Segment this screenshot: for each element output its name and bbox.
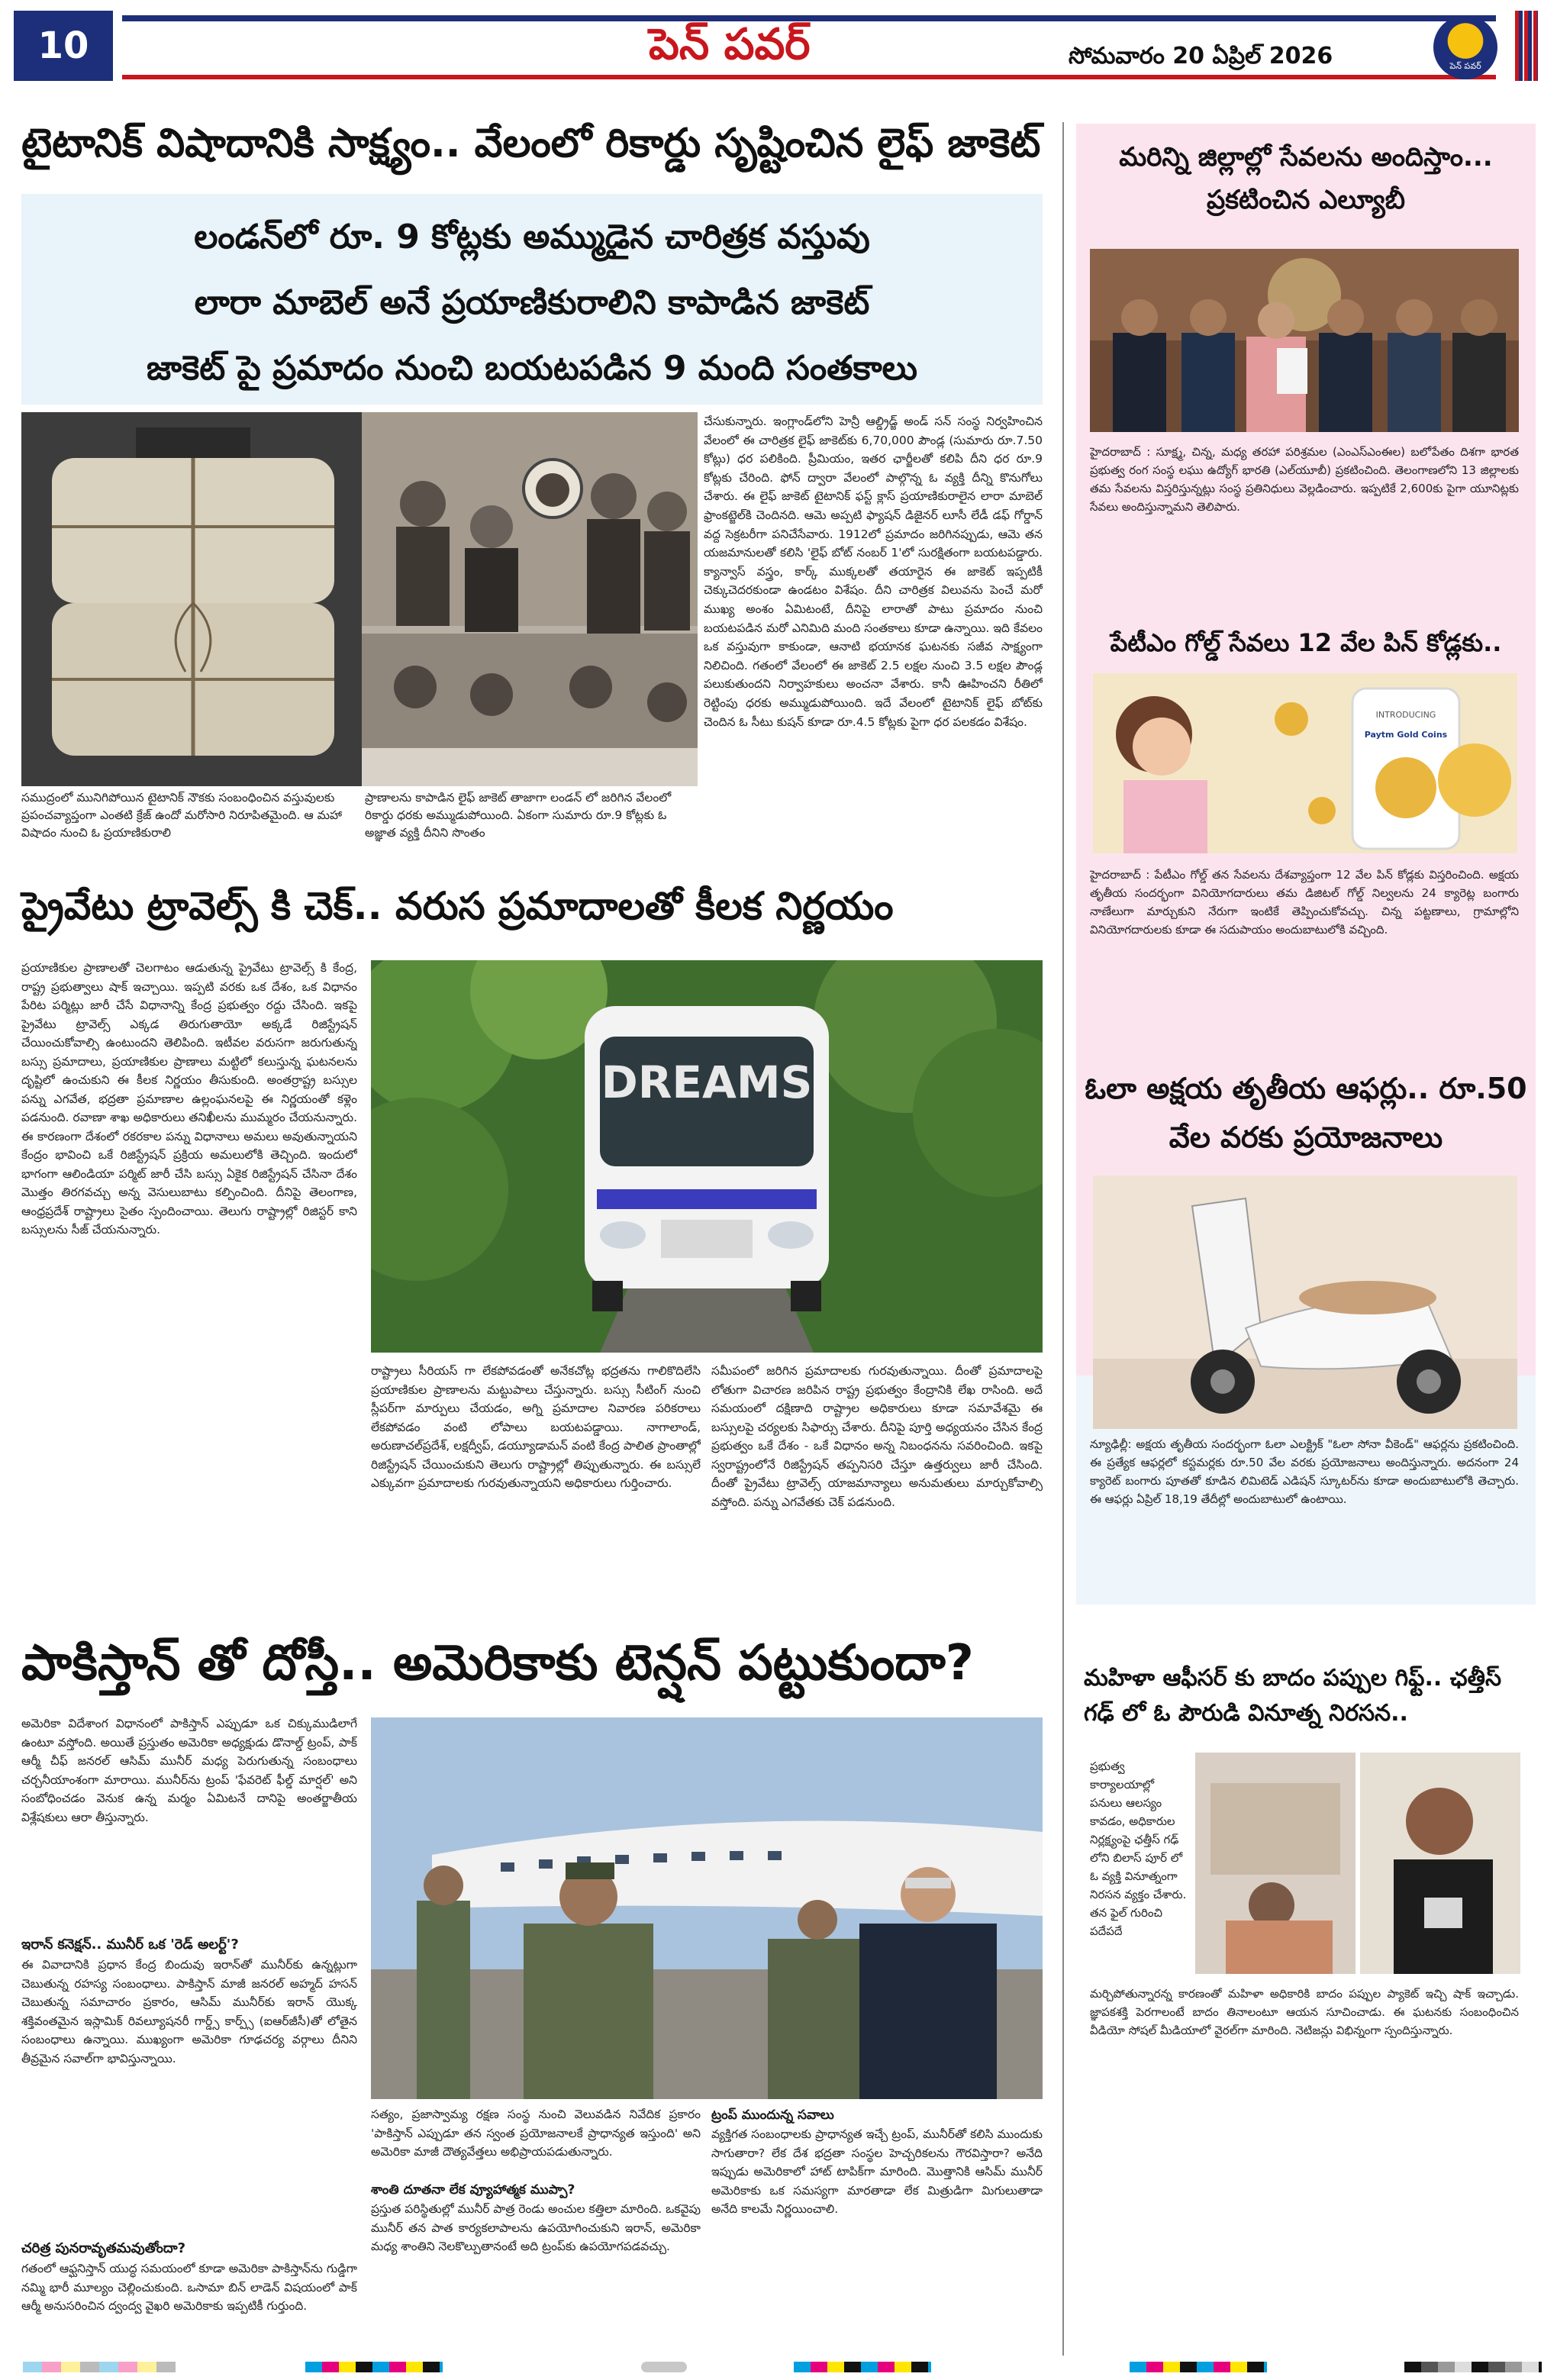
color-bar-3 bbox=[641, 2362, 687, 2372]
article2-body-mid: రాష్ట్రాలు సీరియస్ గా లేకపోవడంతో అనేకచోట్ల భద్రతను గాలికొదిలేసి ప్రయాణికుల ప్రాణాలను మట్టుపాలు చేస్తున్నారు. బస్సు సీటింగ్ నుంచి స్లీపర్‌గా మార్పులు చేయడం, అగ్ని ప్రమాదాల నివారణ పరికరాలు లేకపోవడం వంటి లోపాలు బయటపడ్డాయి. నాగాలాండ్, అరుణాచల్‌ప్రదేశ్, లక్షద్వీప్, డయ్యూడామన్ వంటి కేంద్ర పాలిత ప్రాంతాల్లో రిజిస్ట్రేషన్ చేయించుకుని తెలుగు రాష్ట్రాల్లో తిప్పుతున్నారు. ఈ బస్సులే ఎక్కువగా ప్రమాదాలకు గురవుతున్నాయని అధికారులు గుర్తించారు. bbox=[371, 1364, 701, 1490]
article1-body: చేసుకున్నారు. ఇంగ్లాండ్‌లోని హెన్రీ ఆల్డ్రిడ్జ్ అండ్ సన్ సంస్థ నిర్వహించిన వేలంలో ఈ చారిత్రక లైఫ్ జాకెట్‌కు 6,70,000 పౌండ్ల (సుమారు రూ.7.50 కోట్లు) ధర పలికింది. ప్రీమియం, ఇతర ఛార్జీలతో కలిపి దీని ధర రూ.9 కోట్లకు చేరింది. ఫోన్ ద్వారా వేలంలో పాల్గొన్న ఓ వ్యక్తి దీన్ని కొనుగోలు చేశారు. ఈ లైఫ్ జాకెట్ టైటానిక్ ఫస్ట్ క్లాస్ ప్రయాణికురాలైన లారా మాబెల్ ఫ్రాంకట్జెల్‌కి చెందినది. ఆమె అప్పటి ఫ్యాషన్ డిజైనర్ లూసీ లేడీ డఫ్ గోర్డాన్ వద్ద సెక్రటరీగా పనిచేసేవారు. 1912లో ప్రమాదం జరిగినప్పుడు, ఆమె తన యజమానులతో కలిసి 'లైఫ్ బోట్ నంబర్ 1'లో సురక్షితంగా బయటపడ్డారు. క్యాన్వాస్ వస్త్రం, కార్క్ ముక్కలతో తయారైన ఈ జాకెట్ ఇప్పటికీ చెక్కుచెదరకుండా ఉండటం విశేషం. దీని చారిత్రక విలువను పెంచే మరో ముఖ్య అంశం ఏమిటంటే, దీనిపై లారాతో పాటు ప్రమాదం నుంచి బయటపడిన మరో ఎనిమిది మంది సంతకాలు కూడా ఉన్నాయి. ఇది కేవలం ఒక వస్తువుగా కాకుండా, ఆనాటి భయానక ఘటనకు సజీవ సాక్ష్యంగా నిలిచింది. గతంలో వేలంలో ఈ జాకెట్ 2.5 లక్షల నుంచి 3.5 లక్షల పౌండ్ల పలుకుతుందని నిర్వాహకులు అంచనా వేశారు. కానీ ఊహించని రీతిలో రెట్టింపు ధరకు అమ్ముడుపోయింది. ఇదే వేలంలో టైటానిక్ లైఫ్ బోట్‌కు చెందిన ఓ సీటు కుషన్ కూడా రూ.4.5 కోట్లకు పైగా ధర పలకడం విశేషం. bbox=[704, 414, 1043, 729]
article1-subhead-box bbox=[21, 194, 1043, 405]
article3-subheading-3: శాంతి దూతనా లేక వ్యూహాత్మక ముప్పా? bbox=[371, 2182, 575, 2198]
sidebar-story4-body-top: ప్రభుత్వ కార్యాలయాల్లో పనులు ఆలస్యం కావడం, అధికారుల నిర్లక్ష్యంపై ఛత్తీస్ గఢ్ లోని బిలాస్ పూర్ లో ఓ వ్యక్తి వినూత్నంగా నిరసన వ్యక్తం చేశారు. తన ఫైల్ గురించి పదేపదే bbox=[1090, 1759, 1187, 1938]
ola-scooter-photo bbox=[1093, 1175, 1517, 1429]
article1-subhead-3: జాకెట్ పై ప్రమాదం నుంచి బయటపడిన 9 మంది సంతకాలు bbox=[146, 349, 918, 388]
article3-left-column bbox=[21, 1714, 357, 2356]
article3-subheading-1: ఇరాన్ కనెక్షన్.. మునీర్ ఒక 'రెడ్ అలర్ట్'? bbox=[21, 1937, 239, 1953]
phone-title-text: Paytm Gold Coins bbox=[1364, 730, 1448, 740]
sidebar-story2-body: హైదరాబాద్ : పేటీఎం గోల్డ్ తన సేవలను దేశవ్యాప్తంగా 12 వేల పిన్ కోడ్లకు విస్తరించింది. అక్షయ తృతీయ సందర్భంగా వినియోగదారులు తమ డిజిటల్ గోల్డ్ నిల్వలను 24 క్యారెట్ల బంగారు నాణేలుగా మార్చుకుని నేరుగా ఇంటికే తెప్పించుకోవచ్చు. చిన్న పట్టణాలు, గ్రామాల్లోని వినియోగదారులకు కూడా ఈ సదుపాయం అందుబాటులోకి వచ్చింది. bbox=[1090, 868, 1519, 937]
article3-body-right: వ్యక్తిగత సంబంధాలకు ప్రాధాన్యత ఇచ్చే ట్రంప్, మునీర్‌తో కలిసి ముందుకు సాగుతారా? లేక దేశ భద్రతా సంస్థల హెచ్చరికలను గౌరవిస్తారా? అనేది ఇప్పుడు అమెరికాలో హాట్ టాపిక్‌గా మారింది. మొత్తానికి ఆసిమ్ మునీర్ అమెరికాకు ఒక సమస్యగా మారతాడా లేక మిత్రుడిగా మిగులుతాడా అనేది కాలమే నిర్ణయించాలి. bbox=[711, 2127, 1043, 2216]
article1-subhead-1: లండన్‌లో రూ. 9 కోట్లకు అమ్ముడైన చారిత్రక వస్తువు bbox=[194, 218, 870, 256]
article3-right-column bbox=[711, 2105, 1043, 2357]
sidebar-story4-body: మర్చిపోతున్నారన్న కారణంతో మహిళా అధికారికి బాదం పప్పుల ప్యాకెట్ ఇచ్చి షాక్ ఇచ్చాడు. జ్ఞాపకశక్తి పెరగాలంటే బాదం తినాలంటూ ఆయన సూచించాడు. ఈ ఘటనకు సంబంధించిన వీడియో సోషల్ మీడియాలో వైరల్‌గా మారింది. నెటిజన్లు విభిన్నంగా స్పందిస్తున్నారు. bbox=[1090, 1987, 1519, 2037]
article1-subhead-2: లారా మాబెల్ అనే ప్రయాణికురాలిని కాపాడిన జాకెట్ bbox=[194, 283, 870, 322]
article3-mid-column bbox=[371, 2105, 701, 2357]
column-divider bbox=[1062, 122, 1064, 2356]
bus-photo bbox=[371, 960, 1043, 1353]
color-bar-2 bbox=[305, 2362, 443, 2372]
sidebar-story3-headline: ఓలా అక్షయ తృతీయ ఆఫర్లు.. రూ.50 వేల వరకు ప్రయోజనాలు bbox=[1085, 1072, 1527, 1154]
article3-body-left-3: గతంలో ఆఫ్ఘనిస్తాన్ యుద్ధ సమయంలో కూడా అమెరికా పాకిస్తాన్‌ను గుడ్డిగా నమ్మి భారీ మూల్యం చెల్లించుకుంది. ఒసామా బిన్ లాడెన్ విషయంలో పాక్ ఆర్మీ అనుసరించిన ద్వంద్వ వైఖరి అమెరికాకు ఇప్పటికీ గుర్తుంది. bbox=[21, 2262, 357, 2313]
article3-headline: పాకిస్తాన్ తో దోస్తీ.. అమెరికాకు టెన్షన్ పట్టుకుందా? bbox=[21, 1635, 974, 1691]
sidebar-story1-body: హైదరాబాద్ : సూక్ష్మ, చిన్న, మధ్య తరహా పరిశ్రమల (ఎంఎస్ఎంఈల) బలోపేతం దిశగా భారత ప్రభుత్వ రంగ సంస్థ లఘు ఉద్యోగ్ భారతి (ఎల్‌యూబీ) ప్రకటించింది. తెలంగాణలోని 13 జిల్లాలకు తమ సేవలను విస్తరిస్తున్నట్లు సంస్థ ప్రతినిధులు వెల్లడించారు. ఇప్పటికే 2,600కు పైగా యూనిట్లకు సేవలు అందిస్తున్నామని తెలిపారు. bbox=[1090, 445, 1519, 514]
color-bar-5 bbox=[1130, 2362, 1267, 2372]
paytm-gold-photo bbox=[1093, 673, 1517, 853]
life-jacket-photo bbox=[21, 412, 362, 786]
article3-subheading-4: ట్రంప్ ముందున్న సవాలు bbox=[711, 2107, 834, 2123]
header-date: సోమవారం 20 ఏప్రిల్ 2026 bbox=[1069, 43, 1333, 69]
sidebar-story4-headline: మహిళా ఆఫీసర్ కు బాదం పప్పుల గిఫ్ట్.. ఛత్తీస్ గఢ్ లో ఓ పౌరుడి వినూత్న నిరసన.. bbox=[1084, 1665, 1502, 1727]
sidebar-story3-body: న్యూఢిల్లీ: అక్షయ తృతీయ సందర్భంగా ఓలా ఎలక్ట్రిక్ "ఓలా సోనా వీకెండ్" ఆఫర్లను ప్రకటించింది. ఈ ప్రత్యేక ఆఫర్లలో కస్టమర్లకు రూ.50 వేల వరకు ప్రయోజనాలు అందిస్తున్నారు. అదనంగా 24 క్యారెట్ బంగారు పూతతో కూడిన లిమిటెడ్ ఎడిషన్ స్కూటర్‌ను కూడా అందుబాటులోకి తెచ్చారు. ఈ ఆఫర్లు ఏప్రిల్ 18,19 తేదీల్లో అందుబాటులో ఉంటాయి. bbox=[1090, 1437, 1519, 1506]
logo-text: పెన్ పవర్ bbox=[1449, 61, 1481, 71]
article1-caption-mid: ప్రాణాలను కాపాడిన లైఫ్ జాకెట్ తాజాగా లండన్ లో జరిగిన వేలంలో రికార్డు ధరకు అమ్ముడుపోయింది. ఏకంగా సుమారు రూ.9 కోట్లకు ఓ అజ్ఞాత వ్యక్తి దీనిని సొంతం bbox=[365, 791, 672, 840]
article3-body-left: అమెరికా విదేశాంగ విధానంలో పాకిస్తాన్ ఎప్పుడూ ఒక చిక్కుముడిలాగే ఉంటూ వస్తోంది. అయితే ప్రస్తుతం అమెరికా అధ్యక్షుడు డొనాల్డ్ ట్రంప్, పాక్ ఆర్మీ చీఫ్ జనరల్ ఆసిమ్ మునీర్ మధ్య పెరుగుతున్న సంబంధాలు చర్చనీయాంశంగా మారాయి. మునీర్‌ను ట్రంప్ 'ఫేవరెట్ ఫీల్డ్ మార్షల్' అని సంబోధించడం వెనుక ఉన్న మర్మం ఏమిటనే దానిపై అంతర్జాతీయ విశ్లేషకులు ఆరా తీస్తున్నారు. bbox=[21, 1717, 357, 1824]
survivors-group-photo bbox=[362, 412, 698, 786]
masthead-title: పెన్ పవర్ bbox=[649, 20, 811, 69]
almond-protest-photo bbox=[1195, 1753, 1520, 1974]
article2-body-right: సమీపంలో జరిగిన ప్రమాదాలకు గురవుతున్నాయి. దీంతో ప్రమాదాలపై లోతుగా విచారణ జరిపిన రాష్ట్ర ప్రభుత్వం కేంద్రానికి లేఖ రాసింది. అదే సమయంలో దక్షిణాది రాష్ట్రాల అధికారులు కూడా సమావేశమై ఈ బస్సులపై చర్యలకు సిఫార్సు చేశారు. దీనిపై పూర్తి అధ్యయనం చేసిన కేంద్ర ప్రభుత్వం ఒకే దేశం - ఒకే విధానం అన్న నిబంధనను సవరించింది. ఇకపై స్వరాష్ట్రంలోనే రిజిస్ట్రేషన్ తప్పనిసరి చేస్తూ ఉత్తర్వులు జారీ చేసింది. దీంతో ప్రైవేటు ట్రావెల్స్ యాజమాన్యాలు అనుమతులు మార్చుకోవాల్సి వస్తోంది. పన్ను ఎగవేతకు చెక్ పడనుంది. bbox=[711, 1364, 1043, 1509]
article1-headline: టైటానిక్ విషాదానికి సాక్ష్యం.. వేలంలో రికార్డు సృష్టించిన లైఫ్ జాకెట్ bbox=[21, 121, 1041, 166]
generals-meeting-photo bbox=[371, 1717, 1043, 2099]
officials-photo bbox=[1090, 249, 1519, 432]
article2-body-left: ప్రయాణికుల ప్రాణాలతో చెలగాటం ఆడుతున్న ప్రైవేటు ట్రావెల్స్ కి కేంద్ర, రాష్ట్ర ప్రభుత్వాలు షాక్ ఇచ్చాయి. ఇప్పటి వరకు ఒక దేశం, ఒక విధానం పేరిట పర్మిట్లు జారీ చేసే విధానాన్ని కేంద్ర ప్రభుత్వం రద్దు చేసింది. ఇకపై ప్రైవేటు ట్రావెల్స్ ఎక్కడ తిరుగుతాయో అక్కడే రిజిస్ట్రేషన్ చేయించుకోవాల్సి ఉంటుందని తెలిపింది. ఇటీవల వరుసగా జరుగుతున్న బస్సు ప్రమాదాలు, ప్రయాణికుల ప్రాణాలు మట్టిలో కలుస్తున్న ఘటనలను దృష్టిలో ఉంచుకుని ఈ కీలక నిర్ణయం తీసుకుంది. అంతర్రాష్ట్ర బస్సుల పన్ను ఎగవేత, భద్రతా ప్రమాణాల ఉల్లంఘనలపై ఈ నిర్ణయంతో కళ్లెం పడనుంది. రవాణా శాఖ అధికారులు తనిఖీలను ముమ్మరం చేయనున్నారు. ఈ కారణంగా దేశంలో రకరకాల పన్ను విధానాలు అమలు అవుతున్నాయని కేంద్రం భావించి ఒకే రిజిస్ట్రేషన్ ప్రక్రియ అమలులోకి తెచ్చింది. ఇందులో భాగంగా ఆలిండియా పర్మిట్ జారీ చేసి బస్సు ఏకైక రిజిస్ట్రేషన్ చేసినా దేశం మొత్తం తిరగవచ్చు అన్న వెసులుబాటు కల్పించింది. దీనిపై తెలంగాణ, ఆంధ్రప్రదేశ్ రాష్ట్రాలు సైతం స్పందించాయి. తెలుగు రాష్ట్రాల్లో రిజిస్టర్ కాని బస్సులను సీజ్ చేయనున్నారు. bbox=[21, 961, 357, 1237]
bus-sign-text: DREAMS bbox=[601, 1056, 813, 1108]
article2-headline: ప్రైవేటు ట్రావెల్స్ కి చెక్.. వరుస ప్రమాదాలతో కీలక నిర్ణయం bbox=[21, 884, 894, 928]
sidebar-story1-headline: మరిన్ని జిల్లాల్లో సేవలను అందిస్తాం... ప్రకటించిన ఎల్యూబీ bbox=[1119, 142, 1493, 215]
paper-logo bbox=[1433, 15, 1497, 79]
header-stripes bbox=[1515, 11, 1538, 81]
phone-intro-text: INTRODUCING bbox=[1375, 710, 1436, 720]
sidebar-story2-headline: పేటీఎం గోల్డ్ సేవలు 12 వేల పిన్ కోడ్లకు.. bbox=[1110, 628, 1502, 657]
color-bar-4 bbox=[794, 2362, 931, 2372]
article1-caption-left: సముద్రంలో మునిగిపోయిన టైటానిక్ నౌకకు సంబంధించిన వస్తువులకు ప్రపంచవ్యాప్తంగా ఎంతటి క్రేజ్ ఉందో మరోసారి నిరూపితమైంది. ఆ మహా విషాదం నుంచి ఓ ప్రయాణికురాలి bbox=[21, 791, 343, 840]
article3-body-mid-2: ప్రస్తుత పరిస్థితుల్లో మునీర్ పాత్ర రెండు అంచుల కత్తిలా మారింది. ఒకవైపు మునీర్ తన పాత కార్యకలాపాలను ఉపయోగించుకుని ఇరాన్, అమెరికా మధ్య శాంతిని నెలకొల్పుతానంటే అది ట్రంప్‌కు ఉపయోగపడవచ్చు. bbox=[371, 2202, 701, 2253]
article3-subheading-2: చరిత్ర పునరావృతమవుతోందా? bbox=[21, 2240, 186, 2256]
article3-body-mid: సత్యం, ప్రజాస్వామ్య రక్షణ సంస్థ నుంచి వెలువడిన నివేదిక ప్రకారం 'పాకిస్తాన్ ఎప్పుడూ తన స్వంత ప్రయోజనాలకే ప్రాధాన్యత ఇస్తుంది' అని అమెరికా మాజీ దౌత్యవేత్తలు అభిప్రాయపడుతున్నారు. bbox=[371, 2107, 701, 2159]
color-bar-6 bbox=[1404, 2362, 1542, 2372]
color-bar-1 bbox=[23, 2362, 176, 2372]
page-number: 10 bbox=[14, 11, 113, 81]
article3-body-left-2: ఈ వివాదానికి ప్రధాన కేంద్ర బిందువు ఇరాన్‌తో మునీర్‌కు ఉన్నట్లుగా చెబుతున్న రహస్య సంబంధాలు. పాకిస్తాన్ మాజీ జనరల్ అహ్మద్ హసన్ చెబుతున్న సమాచారం ప్రకారం, ఆసిమ్ మునీర్‌కు ఇరాన్ యొక్క శక్తివంతమైన ఇస్లామిక్ రివల్యూషనరీ గార్డ్స్ కార్ప్స్ (ఐఆర్‌జీసీ)తో లోతైన సంబంధాలు ఉన్నాయి. ముఖ్యంగా అమెరికా గూఢచర్య వర్గాలు దీనిని తీవ్రమైన సవాల్‌గా భావిస్తున్నాయి. bbox=[21, 1958, 357, 2066]
